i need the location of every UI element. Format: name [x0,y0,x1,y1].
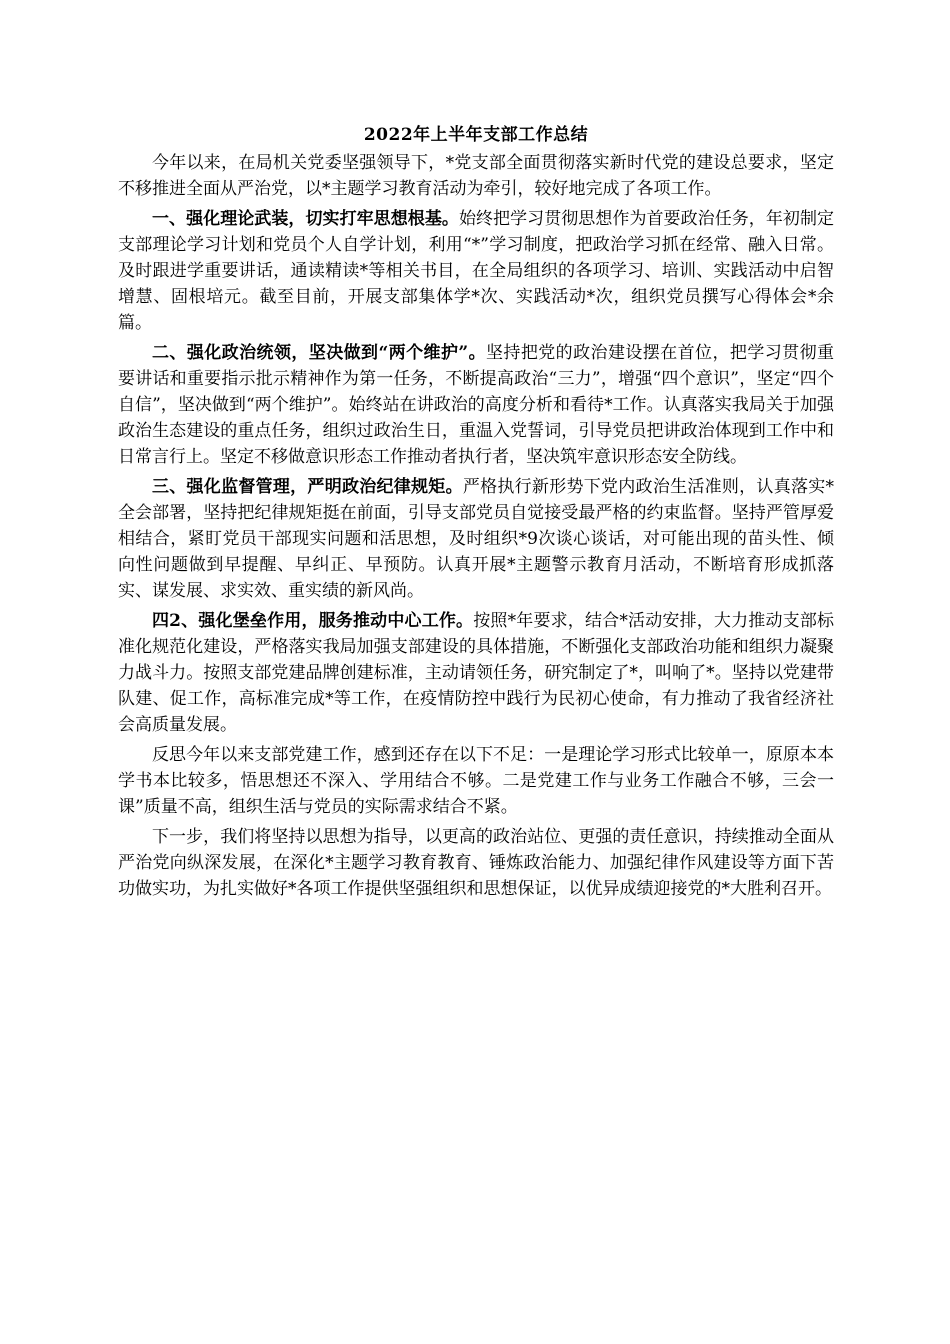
paragraph-next-steps [118,824,834,902]
section-heading: 四2、强化堡垒作用，服务推动中心工作。 [152,611,474,631]
paragraph-text: 反思今年以来支部党建工作，感到还存在以下不足：一是理论学习形式比较单一，原原本本学书本比较多，悟思想还不深入、学用结合不够。二是党建工作与业务工作融合不够，三会一课”质量不高，组织生活与党员的实际需求结合不紧。 [118,745,834,817]
paragraph-text: 今年以来，在局机关党委坚强领导下，*党支部全面贯彻落实新时代党的建设总要求，坚定不移推进全面从严治党，以*主题学习教育活动为牵引，较好地完成了各项工作。 [118,153,834,199]
paragraph-text: 下一步，我们将坚持以思想为指导，以更高的政治站位、更强的责任意识，持续推动全面从严治党向纵深发展，在深化*主题学习教育教育、锤炼政治能力、加强纪律作风建设等方面下苦功做实功，为扎实做好*各项工作提供坚强组织和思想保证，以优异成绩迎接党的*大胜利召开。 [118,827,834,899]
paragraph-section-2 [118,340,834,470]
paragraph-text: 按照*年要求，结合*活动安排，大力推动支部标准化规范化建设，严格落实我局加强支部建设的具体措施，不断强化支部政治功能和组织力凝聚力战斗力。按照支部党建品牌创建标准，主动请领任务，研究制定了*，叫响了*。坚持以党建带队建、促工作，高标准完成*等工作，在疫情防控中践行为民初心使命，有力推动了我省经济社会高质量发展。 [118,611,834,735]
section-heading: 三、强化监督管理，严明政治纪律规矩。 [152,477,463,497]
paragraph-reflection [118,742,834,820]
paragraph-text: 坚持把党的政治建设摆在首位，把学习贯彻重要讲话和重要指示批示精神作为第一任务，不断提高政治“三力”，增强“四个意识”，坚定“四个自信”，坚决做到“两个维护”。始终站在讲政治的高度分析和看待*工作。认真落实我局关于加强政治生态建设的重点任务，组织过政治生日，重温入党誓词，引导党员把讲政治体现到工作中和日常言行上。坚定不移做意识形态工作推动者执行者，坚决筑牢意识形态安全防线。 [118,343,835,467]
document-title: 2022年上半年支部工作总结 [363,125,589,145]
section-heading: 一、强化理论武装，切实打牢思想根基。 [152,209,459,229]
paragraph-section-1 [118,206,834,336]
paragraph-intro [118,150,834,202]
paragraph-section-3 [118,474,834,604]
document-page [118,122,834,906]
paragraph-text: 始终把学习贯彻思想作为首要政治任务，年初制定支部理论学习计划和党员个人自学计划，利用“*”学习制度，把政治学习抓在经常、融入日常。及时跟进学重要讲话，通读精读*等相关书目，在全局组织的各项学习、培训、实践活动中启智增慧、固根培元。截至目前，开展支部集体学*次、实践活动*次，组织党员撰写心得体会*余篇。 [118,209,835,333]
section-heading: 二、强化政治统领，坚决做到“两个维护”。 [152,343,486,363]
paragraph-text: 严格执行新形势下党内政治生活准则，认真落实*全会部署，坚持把纪律规矩挺在前面，引导支部党员自觉接受最严格的约束监督。坚持严管厚爱相结合，紧盯党员干部现实问题和活思想，及时组织*9次谈心谈话，对可能出现的苗头性、倾向性问题做到早提醒、早纠正、早预防。认真开展*主题警示教育月活动，不断培育形成抓落实、谋发展、求实效、重实绩的新风尚。 [118,477,835,601]
paragraph-section-4 [118,608,834,738]
